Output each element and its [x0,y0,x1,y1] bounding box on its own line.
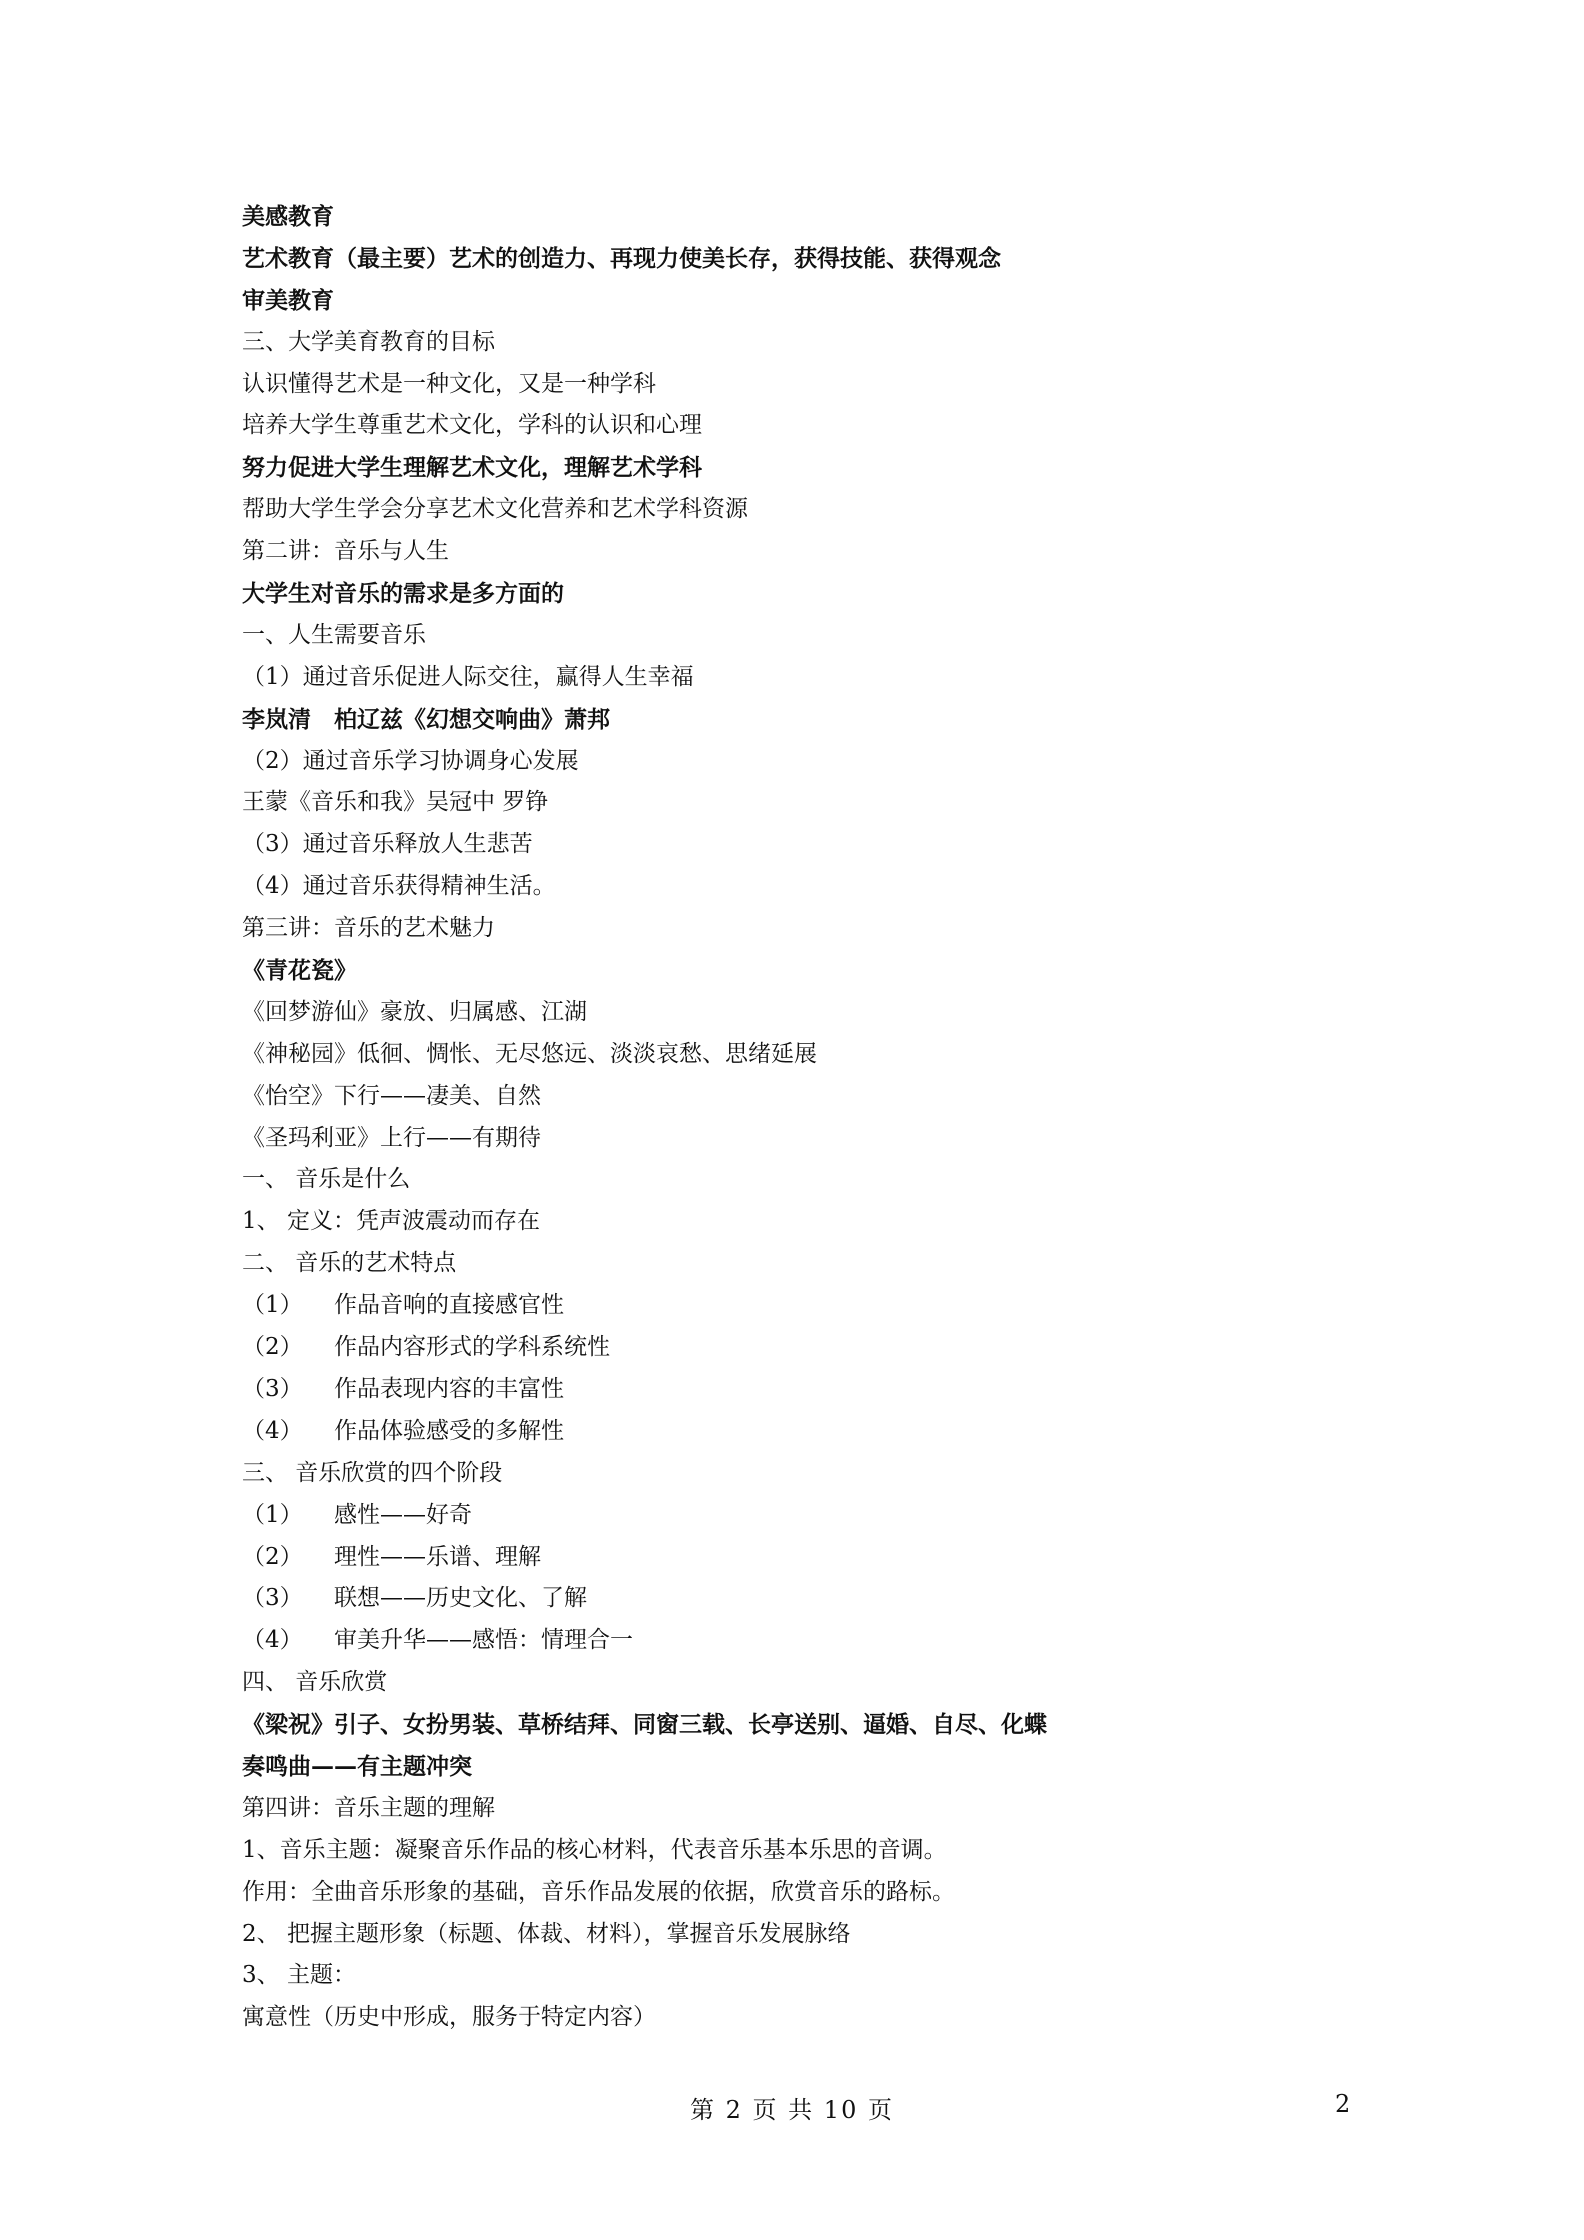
list-item-number: （1） [242,1292,303,1319]
text-line: （1）通过音乐促进人际交往，赢得人生幸福 [242,663,694,690]
list-item-number: （1） [242,1501,303,1528]
text-line: 3、 主题： [242,1962,356,1989]
text-line: 2、 把握主题形象（标题、体裁、材料），掌握音乐发展脉络 [242,1920,851,1947]
art-features-list [242,1285,1422,1453]
text-line: 1、 定义：凭声波震动而存在 [242,1208,540,1235]
list-item-number: （4） [242,1417,303,1444]
text-line: 第二讲：音乐与人生 [242,538,449,565]
text-line: 审美教育 [242,286,334,314]
list-item-number: （3） [242,1375,303,1402]
text-line: 第三讲：音乐的艺术魅力 [242,915,495,942]
text-line: 《怡空》下行——凄美、自然 [242,1082,541,1109]
text-line: 《圣玛利亚》上行——有期待 [242,1124,541,1151]
list-item [242,1369,1422,1411]
text-line: （2）通过音乐学习协调身心发展 [242,747,579,774]
text-line: 作用：全曲音乐形象的基础，音乐作品发展的依据，欣赏音乐的路标。 [242,1878,955,1905]
text-line: 努力促进大学生理解艺术文化，理解艺术学科 [242,454,702,482]
text-line: 寓意性（历史中形成，服务于特定内容） [242,2004,656,2031]
list-item-text: 审美升华——感悟：情理合一 [334,1627,633,1654]
list-item-text: 作品体验感受的多解性 [334,1417,564,1444]
text-line: 一、人生需要音乐 [242,621,426,648]
page-footer-label: 第 2 页 共 10 页 [690,2096,894,2124]
list-item-text: 作品表现内容的丰富性 [334,1375,564,1402]
text-line: 1、音乐主题：凝聚音乐作品的核心材料，代表音乐基本乐思的音调。 [242,1836,947,1863]
text-line: 奏鸣曲——有主题冲突 [242,1752,472,1780]
list-item-number: （2） [242,1543,303,1570]
appreciation-stages-list [242,1495,1422,1663]
list-item-text: 感性——好奇 [334,1501,472,1528]
list-heading-art-features: 二、 音乐的艺术特点 [242,1250,457,1277]
list-item [242,1285,1422,1327]
list-item-number: （3） [242,1585,303,1612]
page-number: 2 [1335,2090,1351,2118]
text-line: 三、大学美育教育的目标 [242,328,495,355]
text-line: 王蒙《音乐和我》吴冠中 罗铮 [242,789,549,816]
list-heading-appreciation-stages: 三、 音乐欣赏的四个阶段 [242,1459,503,1486]
text-line: 认识懂得艺术是一种文化，又是一种学科 [242,370,656,397]
text-line: 《神秘园》低徊、惆怅、无尽悠远、淡淡哀愁、思绪延展 [242,1040,817,1067]
text-line: 艺术教育（最主要）艺术的创造力、再现力使美长存，获得技能、获得观念 [242,244,1001,272]
text-line: （4）通过音乐获得精神生活。 [242,873,556,900]
list-item [242,1327,1422,1369]
text-line: 第四讲：音乐主题的理解 [242,1794,495,1821]
list-item-text: 作品内容形式的学科系统性 [334,1334,610,1361]
list-item [242,1620,1422,1662]
text-line: 培养大学生尊重艺术文化，学科的认识和心理 [242,412,702,439]
list-item [242,1495,1422,1537]
text-line: 《梁祝》引子、女扮男装、草桥结拜、同窗三载、长亭送别、逼婚、自尽、化蝶 [242,1711,1047,1739]
list-item-text: 作品音响的直接感官性 [334,1292,564,1319]
list-item-text: 理性——乐谱、理解 [334,1543,541,1570]
list-item-text: 联想——历史文化、了解 [334,1585,587,1612]
text-line: 美感教育 [242,203,334,230]
list-item-number: （4） [242,1627,303,1654]
text-line: 四、 音乐欣赏 [242,1669,388,1696]
text-line: 大学生对音乐的需求是多方面的 [242,580,564,608]
list-item [242,1578,1422,1620]
text-line: （3）通过音乐释放人生悲苦 [242,831,533,858]
text-line: 《青花瓷》 [242,957,357,985]
text-line: 帮助大学生学会分享艺术文化营养和艺术学科资源 [242,496,748,523]
text-lines-section-b [242,1662,1422,2039]
list-item [242,1411,1422,1453]
text-line: 《回梦游仙》豪放、归属感、江湖 [242,998,587,1025]
text-line: 一、 音乐是什么 [242,1166,411,1193]
text-line: 李岚清 柏辽兹《幻想交响曲》萧邦 [242,705,610,733]
document-body [242,196,1422,2039]
text-lines-section-a [242,196,1422,1243]
list-item [242,1537,1422,1579]
list-item-number: （2） [242,1334,303,1361]
